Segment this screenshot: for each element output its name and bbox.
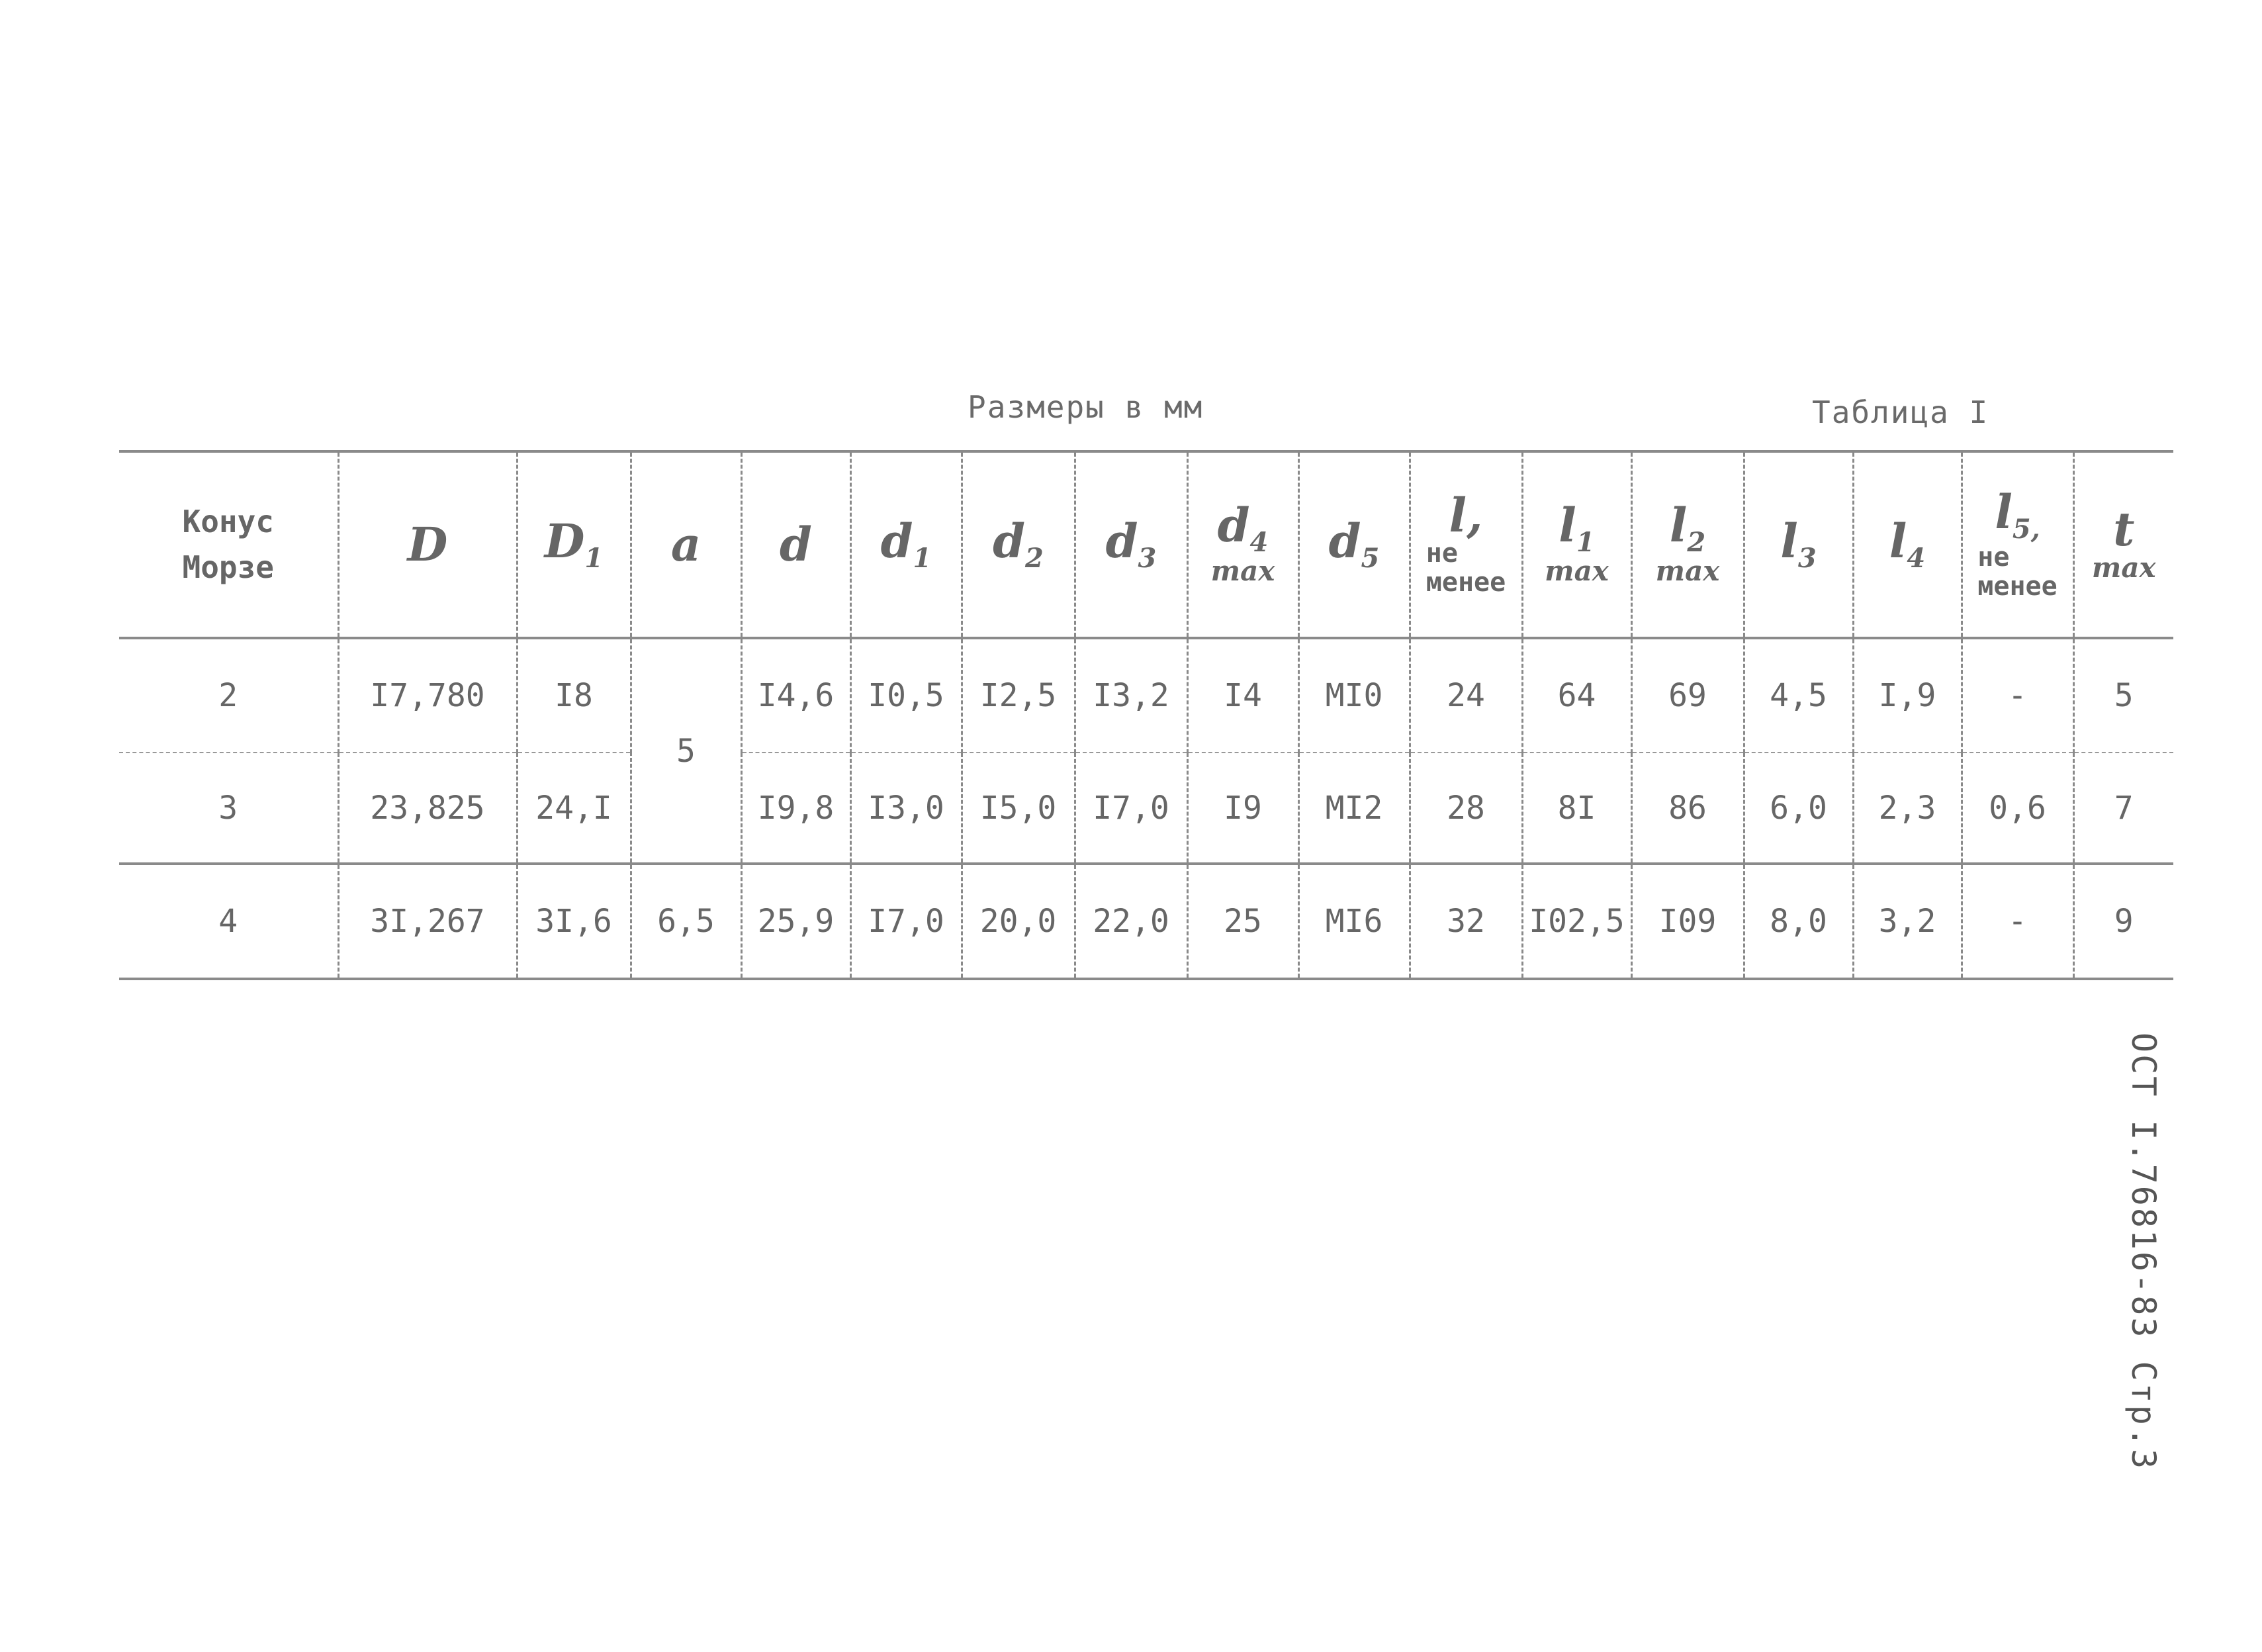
header-l3-symbol: l bbox=[1780, 513, 1798, 569]
header-D1 bbox=[517, 451, 631, 638]
table-row bbox=[119, 753, 2173, 864]
header-l2-symbol: l bbox=[1669, 498, 1688, 553]
cell-d1: I0,5 bbox=[850, 638, 962, 753]
header-t-note: max bbox=[2091, 551, 2156, 584]
cell-l5: - bbox=[1962, 638, 2073, 753]
cell-d3: I7,0 bbox=[1075, 753, 1187, 864]
cell-d3: I3,2 bbox=[1075, 638, 1187, 753]
cell-d: 25,9 bbox=[741, 864, 850, 979]
header-cone-line1: Конус bbox=[182, 504, 274, 539]
header-l-note1: не bbox=[1425, 538, 1458, 569]
header-d4-sub: 4 bbox=[1249, 527, 1269, 559]
cell-l5: - bbox=[1962, 864, 2073, 979]
header-l4-sub: 4 bbox=[1907, 542, 1926, 574]
cell-d2: I5,0 bbox=[962, 753, 1075, 864]
header-l1-note: max bbox=[1545, 555, 1609, 588]
cell-cone: 3 bbox=[119, 753, 338, 864]
header-l5-note2: менее bbox=[1977, 571, 2058, 602]
header-l2-note: max bbox=[1655, 555, 1720, 588]
cell-d4: I4 bbox=[1187, 638, 1298, 753]
header-d1-sub: 1 bbox=[913, 542, 932, 574]
cell-cone: 2 bbox=[119, 638, 338, 753]
header-d bbox=[741, 451, 850, 638]
cell-d3: 22,0 bbox=[1075, 864, 1187, 979]
header-l bbox=[1410, 451, 1522, 638]
header-d5-sub: 5 bbox=[1361, 542, 1380, 574]
cell-l1: 64 bbox=[1522, 638, 1631, 753]
header-D1-sub: 1 bbox=[584, 542, 604, 574]
cell-l1: 8I bbox=[1522, 753, 1631, 864]
cell-d5: MI6 bbox=[1298, 864, 1410, 979]
cell-t: 9 bbox=[2073, 864, 2173, 979]
header-d2-sub: 2 bbox=[1025, 542, 1044, 574]
header-l4 bbox=[1853, 451, 1962, 638]
header-l1 bbox=[1522, 451, 1631, 638]
cell-l: 28 bbox=[1410, 753, 1522, 864]
header-D bbox=[338, 451, 517, 638]
document-code: ОСТ I.76816-83 Стр.3 bbox=[2124, 1032, 2163, 1471]
header-l3 bbox=[1744, 451, 1853, 638]
header-d5-symbol: d bbox=[1328, 513, 1361, 569]
header-d4 bbox=[1187, 451, 1298, 638]
header-l5-symbol: l bbox=[1995, 484, 2013, 539]
header-d-symbol: d bbox=[780, 517, 812, 572]
cell-d: I4,6 bbox=[741, 638, 850, 753]
header-d4-note: max bbox=[1210, 555, 1275, 588]
cell-D: I7,780 bbox=[338, 638, 517, 753]
table-row bbox=[119, 638, 2173, 753]
cell-D1: I8 bbox=[517, 638, 631, 753]
cell-D1: 3I,6 bbox=[517, 864, 631, 979]
cell-l3: 8,0 bbox=[1744, 864, 1853, 979]
header-l-symbol: l, bbox=[1449, 488, 1483, 543]
cell-t: 7 bbox=[2073, 753, 2173, 864]
cell-l4: 3,2 bbox=[1853, 864, 1962, 979]
header-D-symbol: D bbox=[407, 517, 448, 572]
cell-l: 32 bbox=[1410, 864, 1522, 979]
header-l5-note1: не bbox=[1977, 541, 2010, 573]
header-d2-symbol: d bbox=[993, 513, 1026, 569]
header-l3-sub: 3 bbox=[1797, 542, 1817, 574]
header-a bbox=[631, 451, 741, 638]
dimensions-table bbox=[119, 450, 2173, 980]
cell-l4: 2,3 bbox=[1853, 753, 1962, 864]
header-l1-symbol: l bbox=[1559, 498, 1576, 553]
cell-t: 5 bbox=[2073, 638, 2173, 753]
header-l2 bbox=[1631, 451, 1744, 638]
header-l1-sub: 1 bbox=[1576, 527, 1595, 559]
units-caption: Размеры в мм bbox=[968, 389, 1204, 425]
cell-d5: MI0 bbox=[1298, 638, 1410, 753]
header-d3-sub: 3 bbox=[1138, 542, 1157, 574]
header-d3-symbol: d bbox=[1105, 513, 1138, 569]
cell-d2: I2,5 bbox=[962, 638, 1075, 753]
cell-l2: 86 bbox=[1631, 753, 1744, 864]
cell-d4: I9 bbox=[1187, 753, 1298, 864]
cell-a-merged: 5 bbox=[631, 638, 741, 864]
cell-D: 3I,267 bbox=[338, 864, 517, 979]
header-t-symbol: t bbox=[2113, 501, 2135, 557]
header-d3 bbox=[1075, 451, 1187, 638]
header-l4-symbol: l bbox=[1889, 513, 1907, 569]
header-cone bbox=[119, 451, 338, 638]
cell-l3: 6,0 bbox=[1744, 753, 1853, 864]
header-d2 bbox=[962, 451, 1075, 638]
cell-l5: 0,6 bbox=[1962, 753, 2073, 864]
header-cone-line2: Морзе bbox=[182, 549, 274, 585]
header-l2-sub: 2 bbox=[1687, 527, 1706, 559]
cell-D: 23,825 bbox=[338, 753, 517, 864]
cell-cone: 4 bbox=[119, 864, 338, 979]
header-l-note2: менее bbox=[1425, 567, 1506, 598]
header-d1-symbol: d bbox=[880, 513, 913, 569]
header-row bbox=[119, 451, 2173, 638]
header-d4-symbol: d bbox=[1217, 498, 1250, 553]
header-l5-sub: 5, bbox=[2012, 513, 2040, 545]
cell-d1: I3,0 bbox=[850, 753, 962, 864]
header-D1-symbol: D bbox=[544, 513, 585, 569]
header-t bbox=[2073, 451, 2173, 638]
cell-d5: MI2 bbox=[1298, 753, 1410, 864]
header-d5 bbox=[1298, 451, 1410, 638]
cell-D1: 24,I bbox=[517, 753, 631, 864]
cell-l2: I09 bbox=[1631, 864, 1744, 979]
table-row bbox=[119, 864, 2173, 979]
cell-d4: 25 bbox=[1187, 864, 1298, 979]
cell-d1: I7,0 bbox=[850, 864, 962, 979]
header-d1 bbox=[850, 451, 962, 638]
table-caption: Таблица I bbox=[1812, 394, 1989, 430]
cell-a: 6,5 bbox=[631, 864, 741, 979]
cell-l: 24 bbox=[1410, 638, 1522, 753]
cell-d2: 20,0 bbox=[962, 864, 1075, 979]
header-a-symbol: a bbox=[670, 517, 701, 572]
cell-d: I9,8 bbox=[741, 753, 850, 864]
cell-l1: I02,5 bbox=[1522, 864, 1631, 979]
cell-l4: I,9 bbox=[1853, 638, 1962, 753]
cell-l2: 69 bbox=[1631, 638, 1744, 753]
header-l5 bbox=[1962, 451, 2073, 638]
cell-l3: 4,5 bbox=[1744, 638, 1853, 753]
